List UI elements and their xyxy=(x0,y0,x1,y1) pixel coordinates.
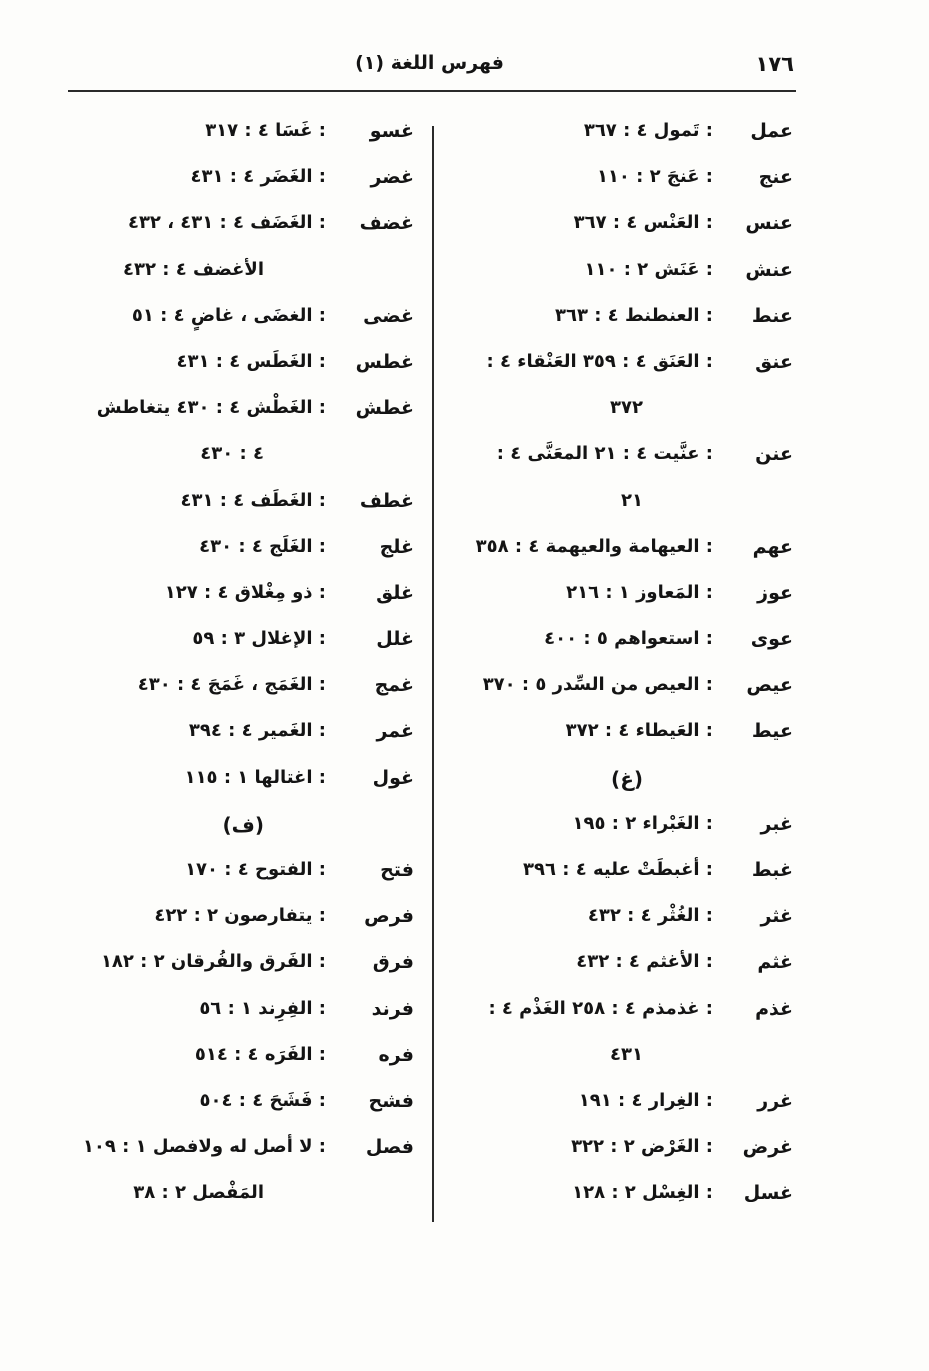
index-entry xyxy=(72,949,414,995)
entry-references: : الغُثْر ٤ : ٤٣٢ xyxy=(587,905,713,927)
index-entry xyxy=(448,1180,793,1226)
root-word: غثم xyxy=(757,951,793,974)
index-entry xyxy=(72,441,414,487)
entry-references: : الغَمَج ، غَمَجَ ٤ : ٤٣٠ xyxy=(137,674,326,696)
entry-continuation: ٣٧٢ xyxy=(610,397,643,419)
entry-references: : ذو مِغْلاق ٤ : ١٢٧ xyxy=(164,581,326,603)
index-entry xyxy=(72,1134,414,1180)
entry-references: : الفَرق والفُرقان ٢ : ١٨٢ xyxy=(100,951,326,973)
root-word: غذم xyxy=(755,997,793,1020)
entry-references: : العَنْس ٤ : ٣٦٧ xyxy=(573,212,713,234)
root-word: عهم xyxy=(752,535,793,558)
index-entry xyxy=(448,1134,793,1180)
index-entry xyxy=(72,1088,414,1134)
entry-references: : العَيطاء ٤ : ٣٧٢ xyxy=(565,720,713,742)
index-entry xyxy=(72,257,414,303)
root-word: فرق xyxy=(372,951,414,974)
index-entry xyxy=(448,765,793,811)
root-word: غضر xyxy=(370,166,414,189)
root-word: عنن xyxy=(755,443,793,466)
root-word: عوز xyxy=(757,581,793,604)
index-entry xyxy=(72,118,414,164)
entry-references: : تَمول ٤ : ٣٦٧ xyxy=(583,120,713,141)
root-word: عنج xyxy=(758,166,793,189)
index-entry xyxy=(448,488,793,534)
index-entry xyxy=(448,395,793,441)
root-word: غمر xyxy=(376,720,414,743)
entry-references: : الغَضَر ٤ : ٤٣١ xyxy=(190,166,326,188)
root-word: غرر xyxy=(757,1089,793,1112)
root-word: فتح xyxy=(380,859,414,881)
root-word: غطف xyxy=(359,489,414,512)
entry-references: : العيص من السِّدر ٥ : ٣٧٠ xyxy=(482,674,713,696)
page-header xyxy=(68,52,794,92)
entry-references: : عَنَش ٢ : ١١٠ xyxy=(584,258,713,280)
entry-references: : أغبطَتْ عليه ٤ : ٣٩٦ xyxy=(522,859,713,880)
left-column xyxy=(72,118,414,1227)
entry-references: : الغَلَج ٤ : ٤٣٠ xyxy=(199,535,326,557)
entry-references: : عَنجَ ٢ : ١١٠ xyxy=(596,166,713,188)
page-number: ١٧٦ xyxy=(755,52,794,76)
letter-heading: (ف) xyxy=(222,812,264,837)
root-word: عنس xyxy=(745,212,793,235)
entry-references: : العنطنط ٤ : ٣٦٣ xyxy=(554,304,713,326)
index-entry xyxy=(72,303,414,349)
root-word: فصل xyxy=(365,1136,414,1159)
root-word: غضف xyxy=(359,212,414,235)
index-entry xyxy=(448,996,793,1042)
root-word: فشح xyxy=(368,1089,414,1112)
column-divider xyxy=(432,126,434,1222)
entry-references: : الفِرِند ١ : ٥٦ xyxy=(199,997,326,1019)
root-word: غضى xyxy=(363,304,414,327)
index-entry xyxy=(448,534,793,580)
entry-references: : الغِسْل ٢ : ١٢٨ xyxy=(572,1182,713,1204)
root-word: غبط xyxy=(751,859,793,881)
index-entry xyxy=(448,857,793,903)
root-word: غلق xyxy=(376,581,414,604)
entry-references: : لا أصل له ولافصل ١ : ١٠٩ xyxy=(82,1136,326,1158)
root-word: عنط xyxy=(751,304,793,327)
entry-references: : الغَمير ٤ : ٣٩٤ xyxy=(188,720,326,742)
entry-continuation: الأغضف ٤ : ٤٣٢ xyxy=(122,258,264,280)
index-entry xyxy=(72,395,414,441)
entry-references: : العيهامة والعيهمة ٤ : ٣٥٨ xyxy=(475,535,713,557)
index-entry xyxy=(72,534,414,580)
root-word: غلج xyxy=(379,535,414,558)
root-word: غمج xyxy=(374,674,414,697)
entry-references: : الفَرَه ٤ : ٥١٤ xyxy=(194,1043,326,1065)
index-entry xyxy=(72,626,414,672)
entry-references: : استعواهم ٥ : ٤٠٠ xyxy=(544,628,713,650)
index-entry xyxy=(448,949,793,995)
root-word: عمل xyxy=(750,120,793,142)
index-entry xyxy=(448,1042,793,1088)
entry-references: : الغضَى ، غاضٍ ٤ : ٥١ xyxy=(131,304,326,326)
index-entry xyxy=(448,718,793,764)
root-word: فره xyxy=(378,1043,414,1066)
index-entry xyxy=(448,349,793,395)
index-entry xyxy=(448,164,793,210)
entry-references: : العَنَق ٤ : ٣٥٩ العَنْقاء ٤ : xyxy=(486,350,713,372)
entry-continuation: ٤٣١ xyxy=(610,1043,643,1065)
entry-references: : غَسَا ٤ : ٣١٧ xyxy=(205,120,326,141)
entry-references: : فَشَحَ ٤ : ٥٠٤ xyxy=(199,1089,326,1111)
index-entry xyxy=(448,257,793,303)
index-entry xyxy=(448,580,793,626)
root-word: فرص xyxy=(364,905,414,928)
index-entry xyxy=(448,626,793,672)
index-entry xyxy=(72,164,414,210)
entry-references: : الغَرْض ٢ : ٣٢٢ xyxy=(571,1136,713,1158)
index-entry xyxy=(448,1088,793,1134)
entry-references: : اغتالها ١ : ١١٥ xyxy=(184,766,326,788)
root-word: عنش xyxy=(745,258,793,281)
index-entry xyxy=(448,811,793,857)
entry-references: : الغَطْش ٤ : ٤٣٠ يتغاطش xyxy=(96,397,326,419)
root-word: عنق xyxy=(755,350,793,373)
entry-references: : غذمذم ٤ : ٢٥٨ الغَذْم ٤ : xyxy=(488,997,713,1019)
root-word: غبر xyxy=(760,812,793,835)
root-word: عيط xyxy=(751,720,793,743)
index-entry xyxy=(72,857,414,903)
index-entry xyxy=(72,718,414,764)
right-column xyxy=(448,118,793,1227)
entry-references: : الأغثم ٤ : ٤٣٢ xyxy=(576,951,713,973)
index-entry xyxy=(448,210,793,256)
index-entry xyxy=(72,1042,414,1088)
index-entry xyxy=(448,903,793,949)
root-word: عوى xyxy=(750,628,793,651)
index-entry xyxy=(72,488,414,534)
index-entry xyxy=(72,672,414,718)
root-word: غطس xyxy=(355,350,414,373)
entry-references: : الغِرار ٤ : ١٩١ xyxy=(578,1089,713,1111)
entry-references: : عنَّيت ٤ : ٢١ المعَنَّى ٤ : xyxy=(496,443,713,465)
entry-references: : المَعاوز ١ : ٢١٦ xyxy=(566,581,713,603)
root-word: غثر xyxy=(760,905,793,928)
root-word: فرند xyxy=(371,997,414,1020)
entry-continuation: ٢١ xyxy=(621,489,643,511)
root-word: عيص xyxy=(746,674,793,697)
index-entry xyxy=(72,1180,414,1226)
index-entry xyxy=(448,118,793,164)
header-rule xyxy=(68,90,796,92)
index-entry xyxy=(72,811,414,857)
entry-references: : الإغلال ٣ : ٥٩ xyxy=(192,628,326,650)
entry-references: : الغَطَف ٤ : ٤٣١ xyxy=(180,489,326,511)
root-word: غلل xyxy=(376,628,414,651)
entry-references: : الغَطَس ٤ : ٤٣١ xyxy=(176,350,326,372)
running-title: فهرس اللغة (١) xyxy=(355,52,504,74)
root-word: غرض xyxy=(742,1136,793,1159)
index-entry xyxy=(448,303,793,349)
root-word: غسو xyxy=(369,120,414,142)
root-word: غول xyxy=(372,766,414,789)
letter-heading: (غ) xyxy=(611,766,643,791)
index-entry xyxy=(72,765,414,811)
entry-continuation: ٤ : ٤٣٠ xyxy=(200,443,264,465)
entry-references: : يتفارصون ٢ : ٤٢٢ xyxy=(154,905,326,927)
entry-continuation: المَفْصل ٢ : ٣٨ xyxy=(133,1182,264,1204)
entry-references: : الغَبْراء ٢ : ١٩٥ xyxy=(572,812,713,834)
index-entry xyxy=(72,210,414,256)
index-entry xyxy=(72,903,414,949)
root-word: غسل xyxy=(743,1182,793,1205)
entry-references: : الفتوح ٤ : ١٧٠ xyxy=(185,859,326,880)
index-entry xyxy=(448,441,793,487)
index-entry xyxy=(448,672,793,718)
root-word: غطش xyxy=(355,397,414,420)
entry-references: : الغَضَف ٤ : ٤٣١ ، ٤٣٢ xyxy=(127,212,326,234)
index-entry xyxy=(72,349,414,395)
index-entry xyxy=(72,996,414,1042)
index-entry xyxy=(72,580,414,626)
